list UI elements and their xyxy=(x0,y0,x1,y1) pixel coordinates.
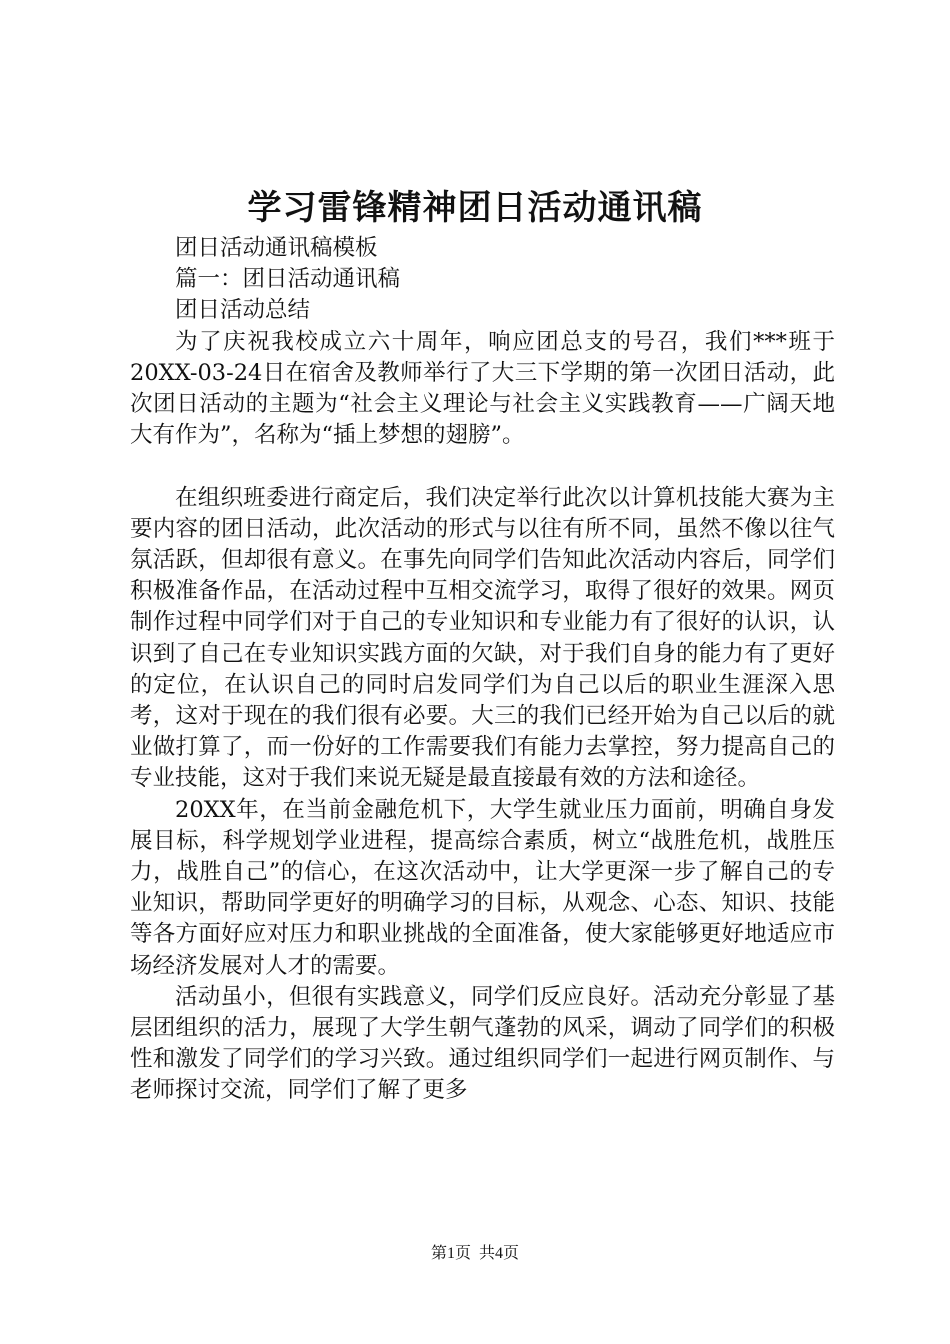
paragraph-chapter-heading: 篇一：团日活动通讯稿 xyxy=(175,266,401,293)
page-number: 第1页 xyxy=(430,1245,471,1262)
paragraph-planning: 在组织班委进行商定后，我们决定举行此次以计算机技能大赛为主要内容的团日活动，此次活动的形式与以往有所不同，虽然不像以往气氛活跃，但却很有意义。在事先向同学们告知此次活动内容后，同学们积极准备作品，在活动过程中互相交流学习，取得了很好的效果。网页制作过程中同学们对于自己的专业知识和专业能力有了很好的认识，认识到了自己在专业知识实践方面的欠缺，对于我们自身的能力有了更好的定位，在认识自己的同时启发同学们为自己以后的职业生涯深入思考，这对于现在的我们很有必要。大三的我们已经开始为自己以后的就业做打算了，而一份好的工作需要我们有能力去掌控，努力提高自己的专业技能，这对于我们来说无疑是最直接最有效的方法和途径。 xyxy=(130,484,835,792)
paragraph-section-heading: 团日活动总结 xyxy=(175,297,311,324)
paragraph-context: 20XX年，在当前金融危机下，大学生就业压力面前，明确自身发展目标，科学规划学业进程，提高综合素质，树立“战胜危机，战胜压力，战胜自己”的信心，在这次活动中，让大学更深一步了解自己的专业知识，帮助同学更好的明确学习的目标，从观念、心态、知识、技能等各方面好应对压力和职业挑战的全面准备，使大家能够更好地适应市场经济发展对人才的需要。 xyxy=(130,796,835,979)
document-title: 学习雷锋精神团日活动通讯稿 xyxy=(247,188,703,228)
paragraph-subtitle: 团日活动通讯稿模板 xyxy=(175,235,378,261)
document-body xyxy=(130,233,835,1107)
page-total: 共4页 xyxy=(479,1245,520,1262)
paragraph-results: 活动虽小，但很有实践意义，同学们反应良好。活动充分彰显了基层团组织的活力，展现了大学生朝气蓬勃的风采，调动了同学们的积极性和激发了同学们的学习兴致。通过组织同学们一起进行网页制作、与老师探讨交流，同学们了解了更多 xyxy=(130,983,835,1104)
paragraph-spacer xyxy=(130,451,835,482)
page-footer xyxy=(0,1243,950,1265)
paragraph-intro: 为了庆祝我校成立六十周年，响应团总支的号召，我们***班于20XX-03-24日在宿舍及教师举行了大三下学期的第一次团日活动，此次团日活动的主题为“社会主义理论与社会主义实践教育——广阔天地大有作为”，名称为“插上梦想的翅膀”。 xyxy=(130,328,835,449)
